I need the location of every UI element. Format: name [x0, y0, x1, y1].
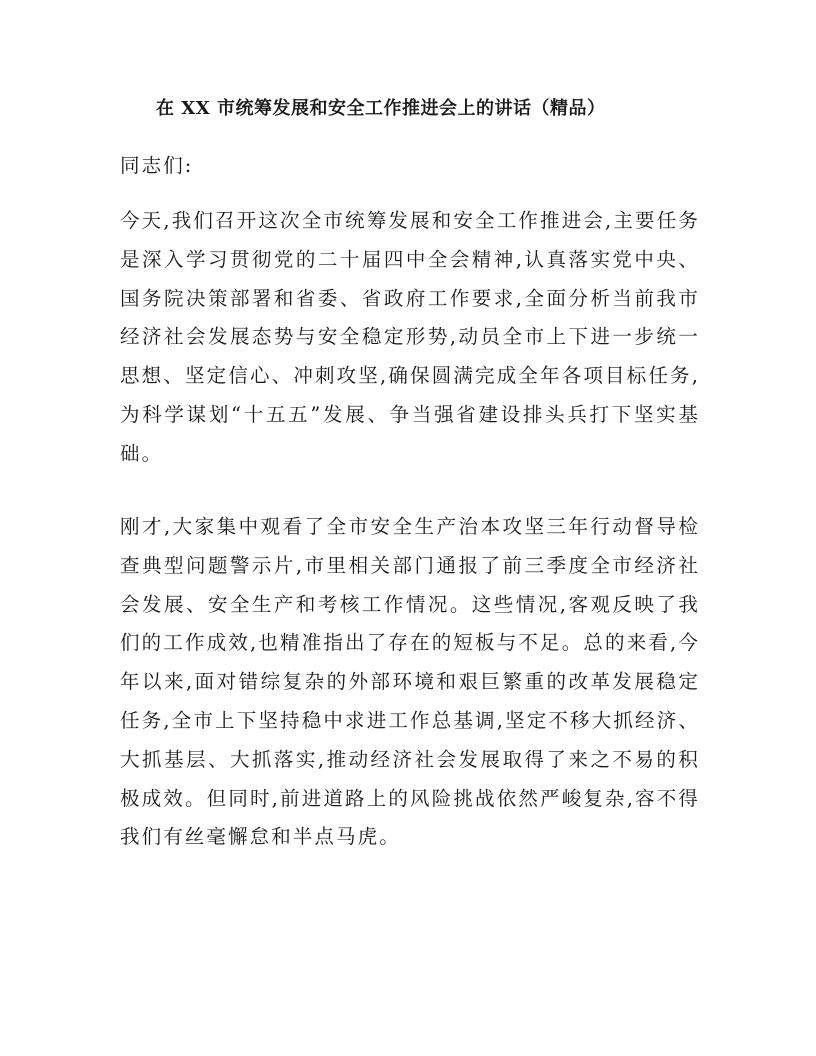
paragraph-2: 刚才,大家集中观看了全市安全生产治本攻坚三年行动督导检查典型问题警示片,市里相关部门通报了前三季度全市经济社会发展、安全生产和考核工作情况。这些情况,客观反映了我们的工作成效,也精准指出了存在的短板与不足。总的来看,今年以来,面对错综复杂的外部环境和艰巨繁重的改革发展稳定任务,全市上下坚持稳中求进工作总基调,坚定不移大抓经济、大抓基层、大抓落实,推动经济社会发展取得了来之不易的积极成效。但同时,前进道路上的风险挑战依然严峻复杂,容不得我们有丝毫懈怠和半点马虎。: [120, 515, 700, 849]
document-title: 在 XX 市统筹发展和安全工作推进会上的讲话（精品）: [156, 98, 606, 119]
paragraph-1: 今天,我们召开这次全市统筹发展和安全工作推进会,主要任务是深入学习贯彻党的二十届四中全会精神,认真落实党中央、国务院决策部署和省委、省政府工作要求,全面分析当前我市经济社会发展态势与安全稳定形势,动员全市上下进一步统一思想、坚定信心、冲刺攻坚,确保圆满完成全年各项目标任务,为科学谋划“十五五”发展、争当强省建设排头兵打下坚实基础。: [120, 209, 700, 465]
salutation: 同志们:: [120, 154, 194, 177]
